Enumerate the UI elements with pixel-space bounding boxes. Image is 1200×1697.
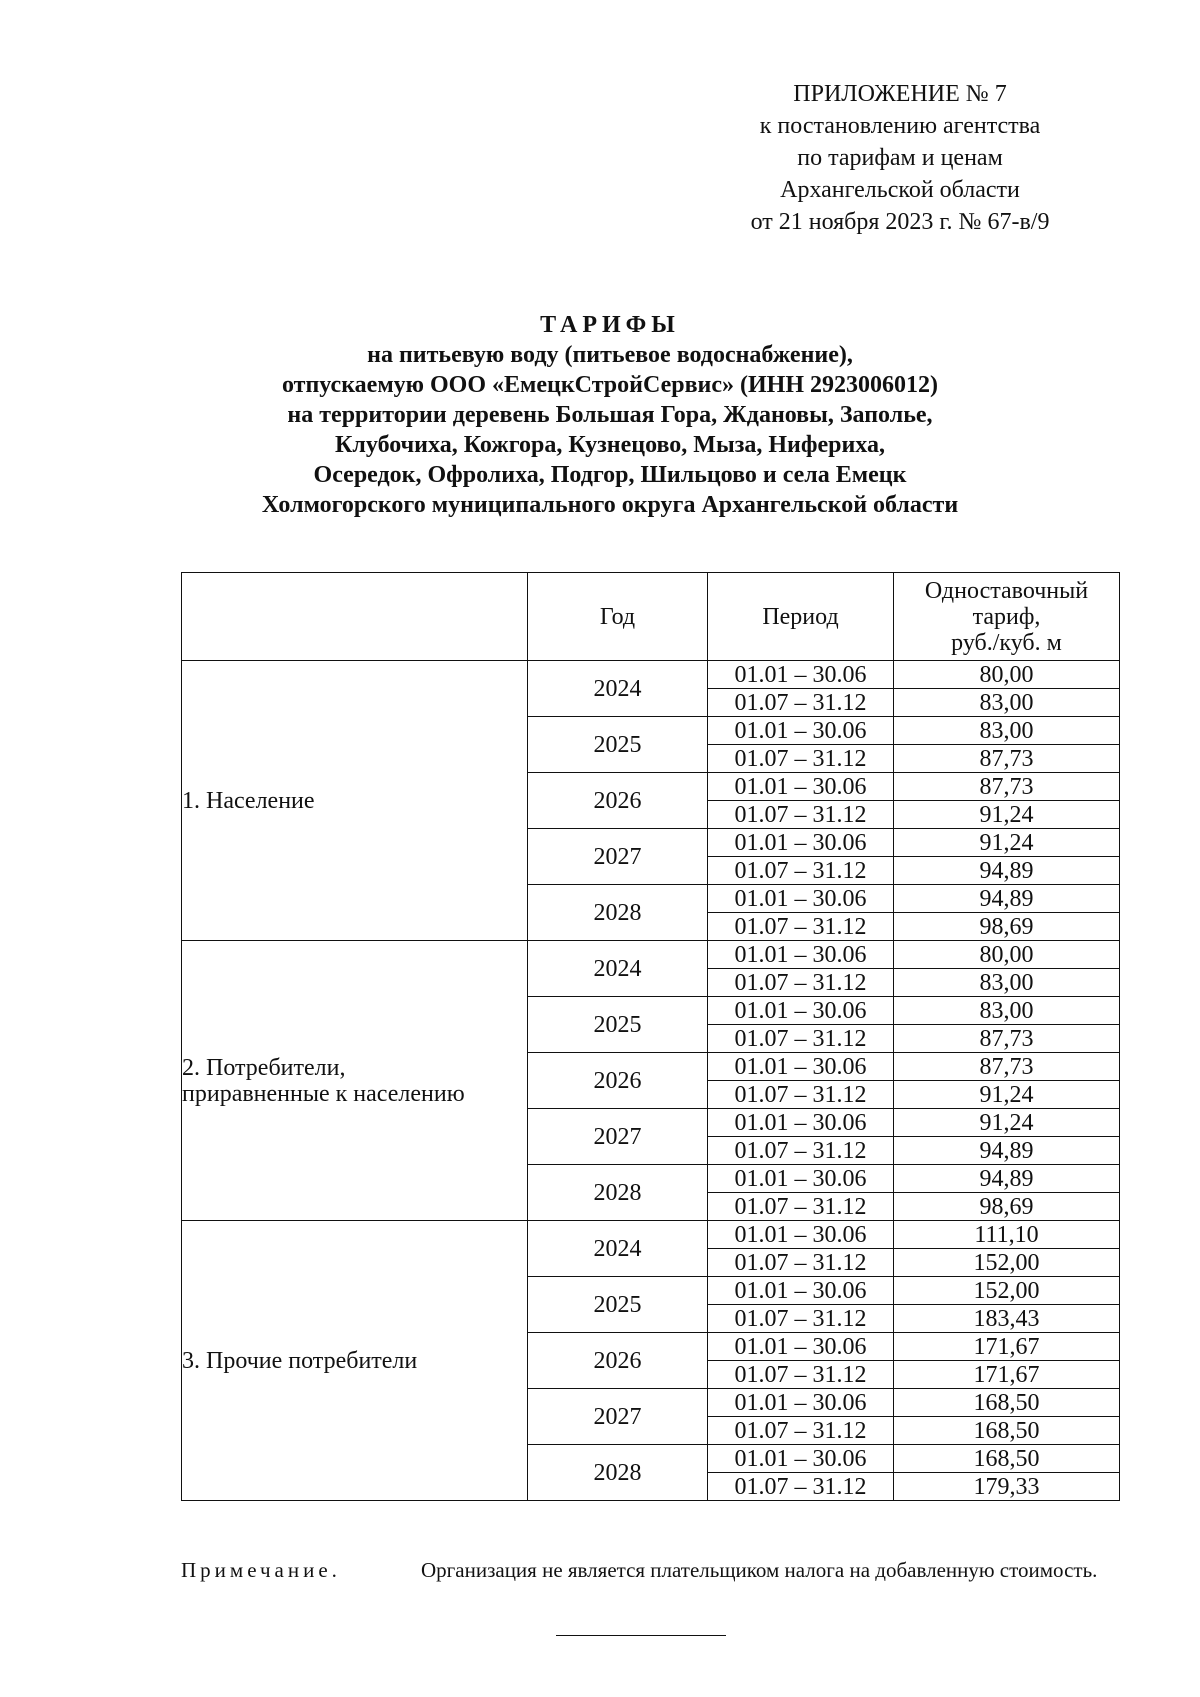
period-cell: 01.01 – 30.06 [708, 941, 894, 969]
period-cell: 01.07 – 31.12 [708, 1249, 894, 1277]
consumer-group-label: 1. Население [182, 787, 315, 814]
consumer-group-label: 3. Прочие потребители [182, 1347, 418, 1374]
tariff-table [181, 572, 1120, 1501]
title-line: на питьевую воду (питьевое водоснабжение), [367, 342, 853, 368]
tariff-cell: 87,73 [894, 773, 1120, 801]
year-cell: 2025 [528, 1277, 708, 1333]
header-year: Год [528, 573, 708, 661]
year-cell: 2026 [528, 773, 708, 829]
appendix-line: ПРИЛОЖЕНИЕ № 7 [793, 81, 1007, 107]
consumer-group-label: 2. Потребители, [182, 1054, 346, 1081]
tariff-cell: 83,00 [894, 689, 1120, 717]
title-line: отпускаемую ООО «ЕмецкСтройСервис» (ИНН 2923006012) [281, 372, 938, 398]
tariff-cell: 94,89 [894, 857, 1120, 885]
tariff-cell: 168,50 [894, 1389, 1120, 1417]
tariff-cell: 98,69 [894, 1193, 1120, 1221]
year-cell: 2028 [528, 1445, 708, 1501]
tariff-cell: 94,89 [894, 1137, 1120, 1165]
period-cell: 01.07 – 31.12 [708, 689, 894, 717]
consumer-group-cell [182, 661, 528, 941]
tariff-cell: 168,50 [894, 1445, 1120, 1473]
header-group [182, 573, 528, 661]
period-cell: 01.07 – 31.12 [708, 1193, 894, 1221]
period-cell: 01.07 – 31.12 [708, 1417, 894, 1445]
tariff-cell: 94,89 [894, 1165, 1120, 1193]
header-tariff [894, 573, 1120, 661]
period-cell: 01.07 – 31.12 [708, 1473, 894, 1501]
appendix-line: по тарифам и ценам [797, 145, 1003, 171]
appendix-block [700, 78, 1100, 238]
closing-rule [556, 1635, 726, 1636]
year-cell: 2025 [528, 997, 708, 1053]
table-row [182, 1221, 1120, 1249]
title-heading: ТАРИФЫ [540, 312, 680, 338]
table-row [182, 941, 1120, 969]
tariff-cell: 87,73 [894, 745, 1120, 773]
period-cell: 01.07 – 31.12 [708, 1361, 894, 1389]
tariff-cell: 171,67 [894, 1333, 1120, 1361]
header-tariff-line: руб./куб. м [951, 629, 1062, 656]
year-cell: 2024 [528, 661, 708, 717]
year-cell: 2027 [528, 1389, 708, 1445]
tariff-cell: 179,33 [894, 1473, 1120, 1501]
header-tariff-line: Одноставочный [924, 577, 1089, 604]
tariff-cell: 87,73 [894, 1025, 1120, 1053]
tariff-cell: 152,00 [894, 1277, 1120, 1305]
tariff-cell: 87,73 [894, 1053, 1120, 1081]
tariff-cell: 171,67 [894, 1361, 1120, 1389]
appendix-line: к постановлению агентства [759, 113, 1041, 139]
year-cell: 2027 [528, 829, 708, 885]
tariff-cell: 83,00 [894, 997, 1120, 1025]
tariff-cell: 80,00 [894, 941, 1120, 969]
period-cell: 01.07 – 31.12 [708, 857, 894, 885]
note-text: Организация не является плательщиком налога на добавленную стоимость. [421, 1558, 1098, 1582]
appendix-line: от 21 ноября 2023 г. № 67-в/9 [750, 209, 1050, 235]
table-header-row [182, 573, 1120, 661]
year-cell: 2027 [528, 1109, 708, 1165]
period-cell: 01.01 – 30.06 [708, 661, 894, 689]
period-cell: 01.01 – 30.06 [708, 717, 894, 745]
tariff-cell: 168,50 [894, 1417, 1120, 1445]
period-cell: 01.01 – 30.06 [708, 1445, 894, 1473]
title-line: Клубочиха, Кожгора, Кузнецово, Мыза, Нифериха, [335, 432, 885, 458]
appendix-line: Архангельской области [780, 177, 1020, 203]
year-cell: 2026 [528, 1333, 708, 1389]
tariff-cell: 183,43 [894, 1305, 1120, 1333]
year-cell: 2025 [528, 717, 708, 773]
period-cell: 01.07 – 31.12 [708, 969, 894, 997]
tariff-cell: 111,10 [894, 1221, 1120, 1249]
note-label: Примечание. [181, 1558, 341, 1582]
period-cell: 01.07 – 31.12 [708, 913, 894, 941]
period-cell: 01.01 – 30.06 [708, 885, 894, 913]
consumer-group-label: приравненные к населению [182, 1080, 465, 1107]
title-line: на территории деревень Большая Гора, Ждановы, Заполье, [287, 402, 933, 428]
tariff-cell: 152,00 [894, 1249, 1120, 1277]
period-cell: 01.01 – 30.06 [708, 1109, 894, 1137]
year-cell: 2024 [528, 1221, 708, 1277]
tariff-cell: 83,00 [894, 717, 1120, 745]
tariff-cell: 91,24 [894, 1081, 1120, 1109]
table-row [182, 661, 1120, 689]
document-title [150, 310, 1070, 520]
period-cell: 01.01 – 30.06 [708, 1389, 894, 1417]
tariff-cell: 94,89 [894, 885, 1120, 913]
year-cell: 2028 [528, 885, 708, 941]
year-cell: 2026 [528, 1053, 708, 1109]
period-cell: 01.07 – 31.12 [708, 1137, 894, 1165]
title-line: Осередок, Офролиха, Подгор, Шильцово и села Емецк [313, 462, 907, 488]
consumer-group-cell [182, 1221, 528, 1501]
period-cell: 01.07 – 31.12 [708, 1025, 894, 1053]
period-cell: 01.01 – 30.06 [708, 773, 894, 801]
tariff-cell: 83,00 [894, 969, 1120, 997]
header-period: Период [708, 573, 894, 661]
period-cell: 01.07 – 31.12 [708, 1081, 894, 1109]
period-cell: 01.01 – 30.06 [708, 1333, 894, 1361]
title-line: Холмогорского муниципального округа Архангельской области [261, 492, 959, 518]
period-cell: 01.07 – 31.12 [708, 801, 894, 829]
year-cell: 2028 [528, 1165, 708, 1221]
period-cell: 01.01 – 30.06 [708, 997, 894, 1025]
tariff-cell: 91,24 [894, 829, 1120, 857]
consumer-group-cell [182, 941, 528, 1221]
period-cell: 01.07 – 31.12 [708, 745, 894, 773]
period-cell: 01.01 – 30.06 [708, 1277, 894, 1305]
period-cell: 01.01 – 30.06 [708, 1165, 894, 1193]
tariff-cell: 80,00 [894, 661, 1120, 689]
tariff-cell: 98,69 [894, 913, 1120, 941]
period-cell: 01.07 – 31.12 [708, 1305, 894, 1333]
tariff-cell: 91,24 [894, 801, 1120, 829]
period-cell: 01.01 – 30.06 [708, 829, 894, 857]
tariff-cell: 91,24 [894, 1109, 1120, 1137]
period-cell: 01.01 – 30.06 [708, 1053, 894, 1081]
header-tariff-line: тариф, [972, 603, 1041, 630]
tariff-body [182, 661, 1120, 1501]
year-cell: 2024 [528, 941, 708, 997]
period-cell: 01.01 – 30.06 [708, 1221, 894, 1249]
